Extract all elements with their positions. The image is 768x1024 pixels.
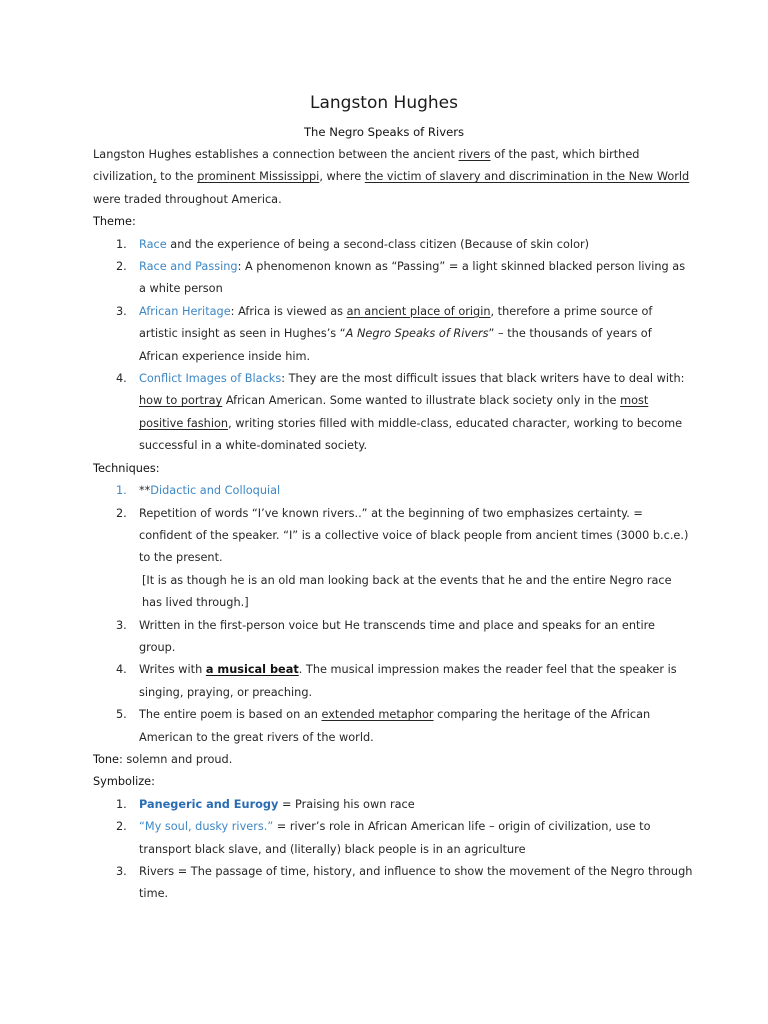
symbolize-heading bbox=[93, 771, 693, 793]
intro-paragraph bbox=[93, 144, 693, 211]
list-number: 1. bbox=[116, 484, 127, 498]
underlined-comma: , bbox=[152, 170, 157, 184]
theme-label: Race bbox=[139, 237, 167, 251]
theme-text: : A phenomenon known as “Passing” = a light skinned blacked person living as a white person bbox=[139, 260, 686, 296]
italic-poem-title: A Negro Speaks of Rivers bbox=[345, 327, 489, 341]
list-item bbox=[93, 794, 693, 816]
techniques-heading bbox=[93, 458, 693, 480]
list-number: 3. bbox=[116, 304, 127, 318]
intro-text: to the bbox=[156, 170, 198, 184]
technique-label: Didactic and Colloquial bbox=[150, 484, 281, 498]
tone-text: : solemn and proud. bbox=[119, 752, 233, 766]
tone-line bbox=[93, 749, 693, 771]
page-title: Langston Hughes bbox=[310, 93, 458, 113]
theme-label: Conflict Images of Blacks bbox=[139, 372, 282, 386]
theme-text: : Africa is viewed as bbox=[230, 304, 347, 318]
theme-text: , therefore a prime source of artistic insight as seen in Hughes’s “ bbox=[139, 304, 653, 341]
list-number: 5. bbox=[116, 708, 127, 722]
list-item bbox=[93, 659, 693, 704]
underlined-mississippi: prominent Mississippi bbox=[197, 170, 320, 184]
symbol-text: = Praising his own race bbox=[278, 797, 415, 811]
list-item bbox=[93, 816, 693, 861]
list-item bbox=[93, 503, 693, 615]
document-body bbox=[93, 144, 693, 906]
list-item bbox=[93, 234, 693, 256]
intro-text: were traded throughout America. bbox=[93, 192, 282, 206]
technique-text: . The musical impression makes the reader feel that the speaker is singing, praying, or preaching. bbox=[139, 663, 677, 699]
theme-heading bbox=[93, 211, 693, 233]
heading-text: Theme bbox=[93, 215, 132, 229]
list-item bbox=[93, 704, 693, 749]
list-number: 4. bbox=[116, 663, 127, 677]
underlined-phrase: how to portray bbox=[139, 394, 223, 408]
underlined-victim-phrase: the victim of slavery and discrimination in the New World bbox=[364, 170, 690, 184]
technique-note: [It is as though he is an old man looking back at the events that he and the entire Negro race has lived through.] bbox=[142, 573, 672, 610]
list-item bbox=[93, 301, 693, 368]
heading-text: Symbolize bbox=[93, 775, 152, 789]
symbol-text: Rivers = The passage of time, history, and influence to show the movement of the Negro through time. bbox=[139, 865, 693, 901]
list-item bbox=[93, 480, 693, 502]
symbol-label: “My soul, dusky rivers.” bbox=[139, 820, 274, 834]
theme-label: Race and Passing bbox=[139, 260, 238, 274]
techniques-list bbox=[93, 480, 693, 749]
heading-text: Techniques bbox=[93, 461, 156, 475]
underlined-phrase: extended metaphor bbox=[321, 708, 434, 722]
list-item bbox=[93, 861, 693, 906]
list-item bbox=[93, 256, 693, 301]
list-number: 4. bbox=[116, 372, 127, 386]
underlined-phrase: most positive fashion bbox=[139, 394, 649, 430]
page-subtitle: The Negro Speaks of Rivers bbox=[303, 125, 465, 139]
list-number: 3. bbox=[116, 618, 127, 632]
symbol-label: Panegeric and Eurogy bbox=[139, 797, 279, 811]
theme-label: African Heritage bbox=[139, 304, 231, 318]
list-number: 2. bbox=[116, 820, 127, 834]
underlined-rivers: rivers bbox=[458, 148, 491, 161]
symbolize-list bbox=[93, 794, 693, 906]
technique-text: Repetition of words “I’ve known rivers..” at the beginning of two emphasizes certainty. = confident of the speaker. “I” is a collective voice of black people from ancient times (3000 b.c.e.) to the present. bbox=[139, 506, 689, 565]
theme-text: : They are the most difficult issues that black writers have to deal with: bbox=[281, 372, 685, 386]
list-number: 3. bbox=[116, 865, 127, 878]
heading-colon: : bbox=[131, 215, 136, 229]
list-number: 1. bbox=[116, 797, 127, 811]
theme-list bbox=[93, 234, 693, 458]
tone-heading: Tone bbox=[93, 752, 120, 766]
underlined-phrase: an ancient place of origin bbox=[346, 304, 491, 318]
intro-text: Langston Hughes establishes a connection between the ancient bbox=[93, 148, 459, 161]
technique-text: The entire poem is based on an bbox=[139, 708, 322, 722]
list-item bbox=[93, 615, 693, 660]
bold-underlined-phrase: a musical beat bbox=[205, 663, 299, 677]
symbol-text: = river’s role in African American life – origin of civilization, use to transport black slave, and (literally) black people is in an agriculture bbox=[139, 820, 651, 856]
intro-text: , where bbox=[319, 170, 365, 184]
list-item bbox=[93, 368, 693, 458]
theme-text: , writing stories filled with middle-class, educated character, working to become successful in a white-dominated society. bbox=[139, 416, 683, 453]
list-number: 2. bbox=[116, 260, 127, 274]
technique-text: Writes with bbox=[139, 663, 206, 677]
theme-text: and the experience of being a second-class citizen (Because of skin color) bbox=[166, 237, 590, 251]
theme-text: ” – the thousands of years of African experience inside him. bbox=[139, 327, 652, 363]
technique-text: Written in the first-person voice but He transcends time and place and speaks for an entire group. bbox=[139, 618, 655, 654]
theme-text: African American. Some wanted to illustrate black society only in the bbox=[222, 394, 621, 408]
list-number: 2. bbox=[116, 506, 127, 520]
heading-colon: : bbox=[151, 775, 155, 789]
asterisk-prefix: ** bbox=[139, 484, 151, 498]
heading-colon: : bbox=[155, 461, 160, 475]
intro-text: of the past, which birthed civilization bbox=[93, 148, 640, 184]
list-number: 1. bbox=[116, 237, 127, 251]
technique-text: comparing the heritage of the African American to the great rivers of the world. bbox=[139, 708, 651, 744]
